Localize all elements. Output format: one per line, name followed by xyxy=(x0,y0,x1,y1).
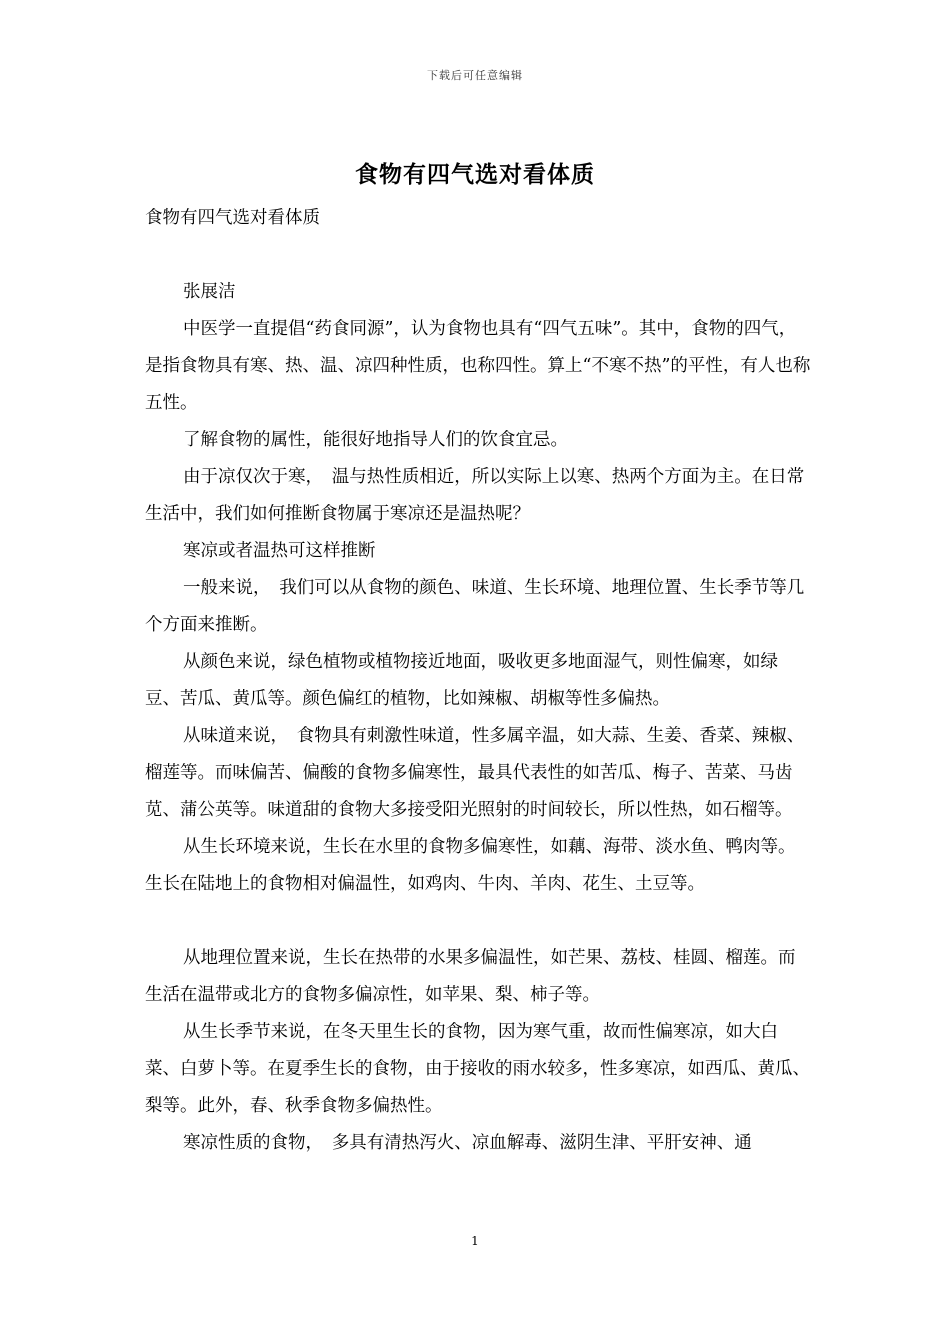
document-body xyxy=(145,200,812,1162)
paragraph-cold-heat: 由于凉仅次于寒， 温与热性质相近，所以实际上以寒、热两个方面为主。在日常生活中，我们如何推断食物属于寒凉还是温热呢？ xyxy=(145,467,805,524)
document-title: 食物有四气选对看体质 xyxy=(355,161,595,188)
document-subtitle: 食物有四气选对看体质 xyxy=(145,208,320,228)
paragraph-general: 一般来说， 我们可以从食物的颜色、味道、生长环境、地理位置、生长季节等几个方面来推断。 xyxy=(145,578,805,635)
page-header: 下载后可任意编辑 xyxy=(427,69,523,82)
author-name: 张展洁 xyxy=(183,282,236,302)
paragraph-geography: 从地理位置来说，生长在热带的水果多偏温性，如芒果、荔枝、桂圆、榴莲。而生活在温带或北方的食物多偏凉性，如苹果、梨、柿子等。 xyxy=(145,948,796,1005)
blank-line xyxy=(145,237,812,274)
paragraph-purpose: 了解食物的属性，能很好地指导人们的饮食宜忌。 xyxy=(183,430,568,450)
paragraph-color: 从颜色来说，绿色植物或植物接近地面，吸收更多地面湿气，则性偏寒，如绿豆、苦瓜、黄瓜等。颜色偏红的植物，比如辣椒、胡椒等性多偏热。 xyxy=(145,652,778,709)
paragraph-season: 从生长季节来说，在冬天里生长的食物，因为寒气重，故而性偏寒凉，如大白菜、白萝卜等。在夏季生长的食物，由于接收的雨水较多，性多寒凉，如西瓜、黄瓜、梨等。此外，春、秋季食物多偏热性。 xyxy=(145,1022,810,1116)
section-heading: 寒凉或者温热可这样推断 xyxy=(183,541,376,561)
page-number: 1 xyxy=(471,1234,479,1248)
paragraph-cold-foods: 寒凉性质的食物， 多具有清热泻火、凉血解毒、滋阴生津、平肝安神、通 xyxy=(183,1133,752,1153)
blank-line xyxy=(145,903,812,940)
paragraph-taste: 从味道来说， 食物具有刺激性味道，性多属辛温，如大蒜、生姜、香菜、辣椒、榴莲等。而味偏苦、偏酸的食物多偏寒性，最具代表性的如苦瓜、梅子、苦菜、马齿苋、蒲公英等。味道甜的食物大多接受阳光照射的时间较长，所以性热，如石榴等。 xyxy=(145,726,805,820)
paragraph-environment: 从生长环境来说，生长在水里的食物多偏寒性，如藕、海带、淡水鱼、鸭肉等。生长在陆地上的食物相对偏温性，如鸡肉、牛肉、羊肉、花生、土豆等。 xyxy=(145,837,796,894)
paragraph-intro: 中医学一直提倡“药食同源”，认为食物也具有“四气五味”。其中，食物的四气，是指食物具有寒、热、温、凉四种性质，也称四性。算上“不寒不热”的平性，有人也称五性。 xyxy=(145,319,811,413)
